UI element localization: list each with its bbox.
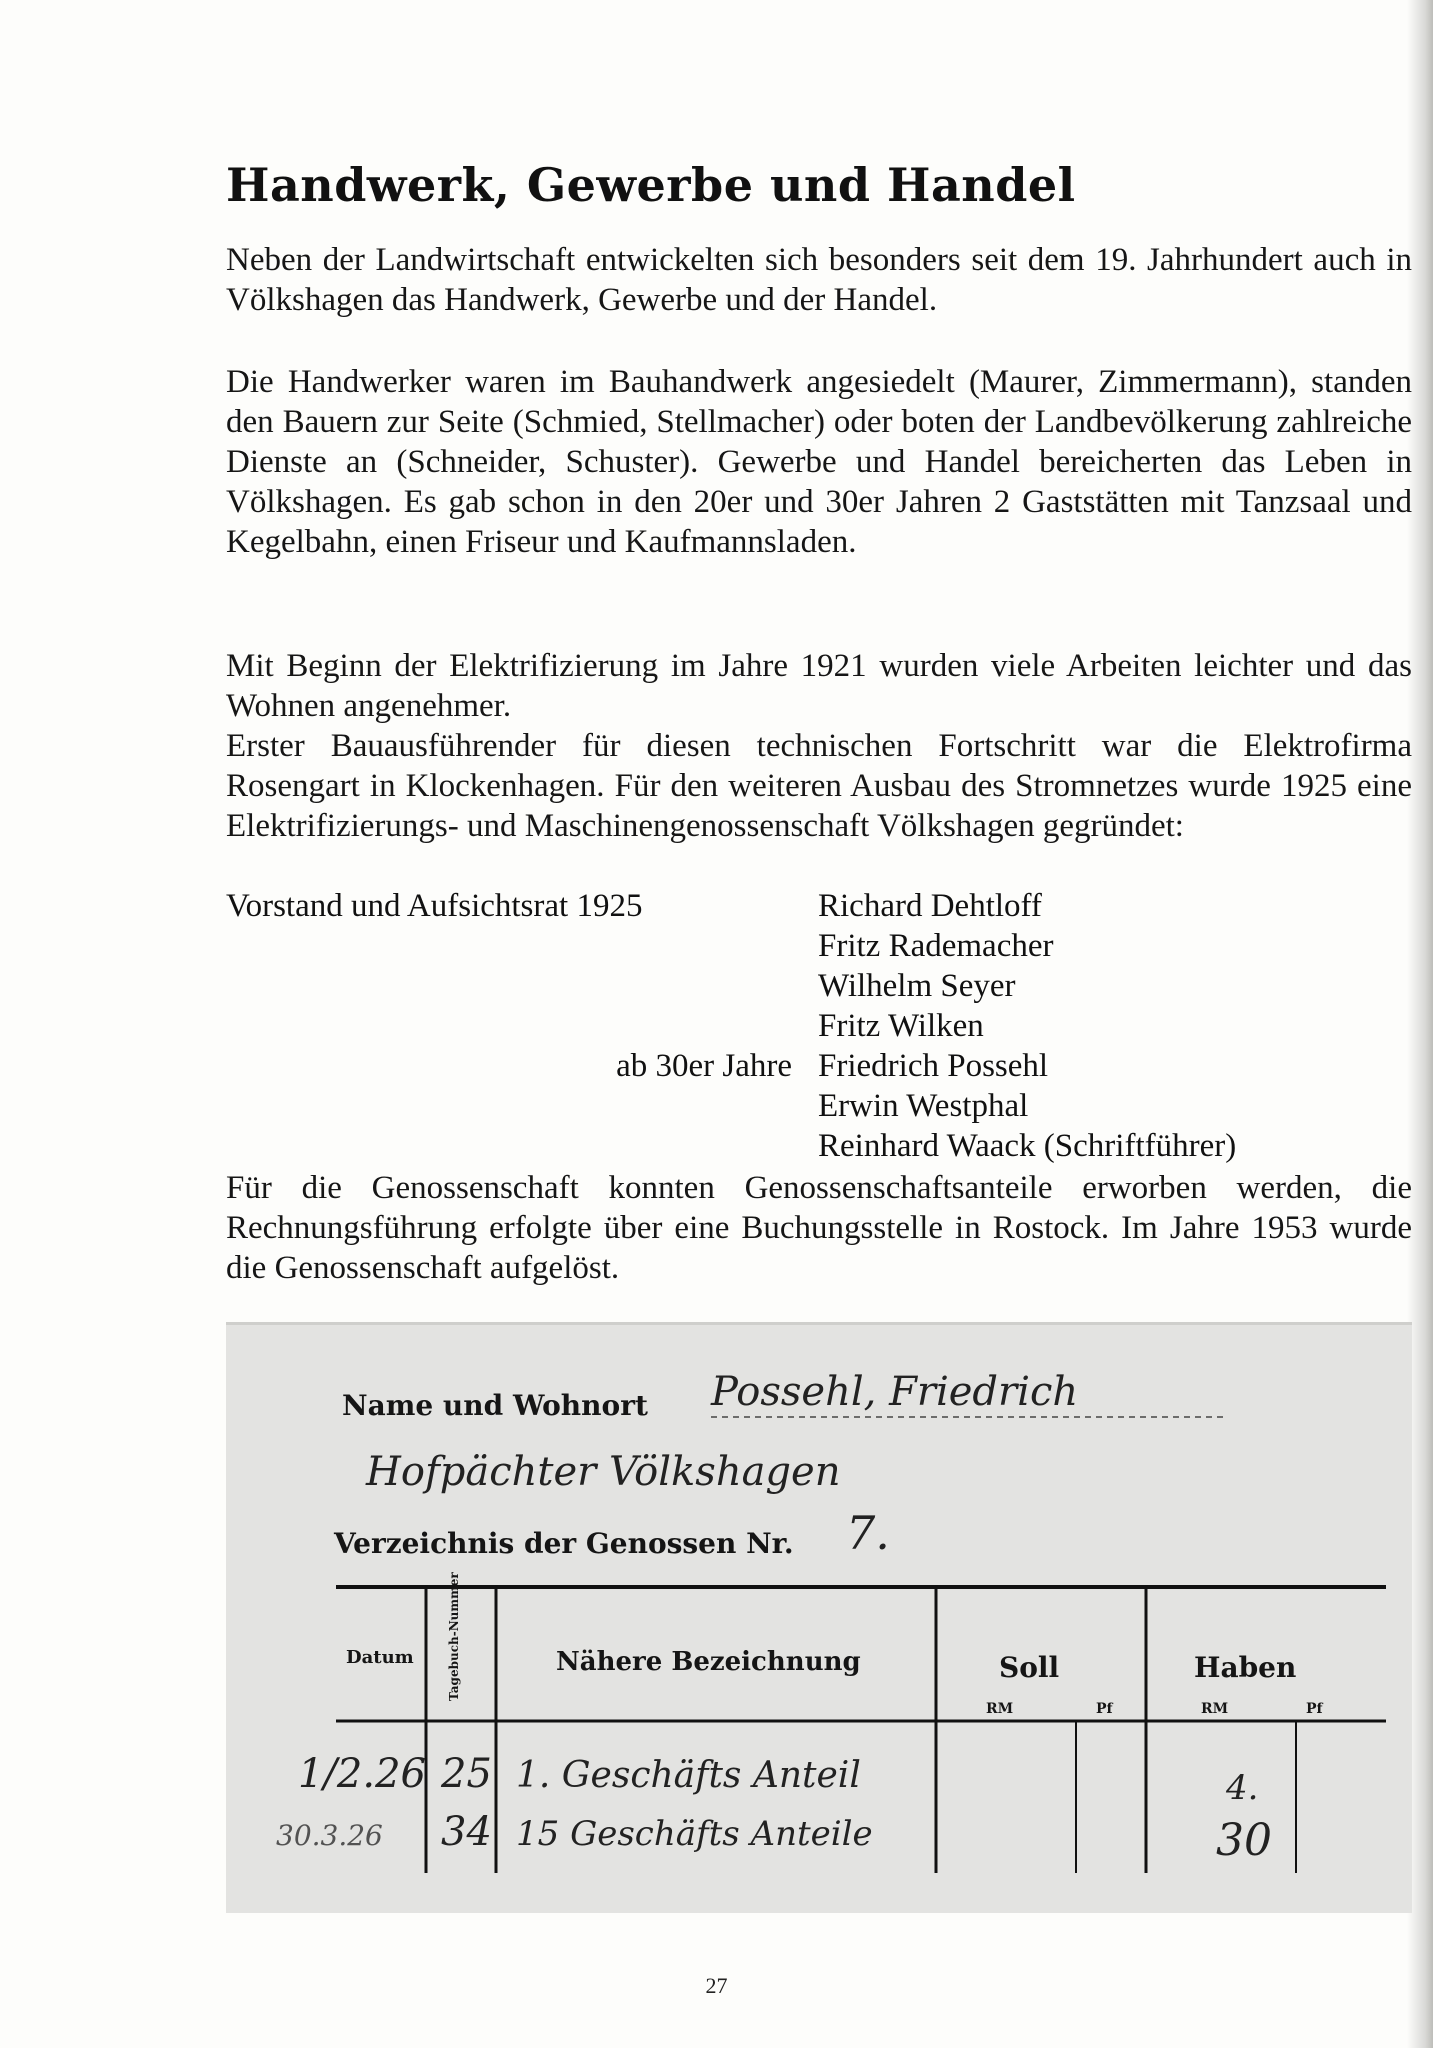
ledger-col-haben: Haben xyxy=(1194,1651,1297,1684)
ledger-scan-image xyxy=(226,1322,1412,1913)
board-member: Reinhard Waack (Schriftführer) xyxy=(818,1128,1237,1164)
ledger-row-haben: 30 xyxy=(1216,1815,1272,1866)
board-row xyxy=(226,886,1412,926)
ledger-col-haben-rm: RM xyxy=(1201,1701,1229,1717)
board-row xyxy=(226,1046,1412,1086)
ledger-row-bezeichnung: 15 Geschäfts Anteile xyxy=(516,1814,873,1854)
board-member: Erwin Westphal xyxy=(818,1088,1029,1124)
board-member: Fritz Wilken xyxy=(818,1008,984,1044)
ledger-col-tagebuch: Tagebuch-Nummer xyxy=(447,1572,461,1701)
ledger-row-nummer: 34 xyxy=(441,1809,492,1855)
page-number: 27 xyxy=(705,1973,728,1998)
ledger-col-soll-rm: RM xyxy=(986,1701,1014,1717)
paragraph-text: Erster Bauausführender für diesen technischen Fortschritt war die Elektrofirma Rosengart in Klockenhagen. Für den weiteren Ausbau des Stromnetzes wurde 1925 eine Elektrifizierungs- und Maschinengenossenschaft Völkshagen gegründet: xyxy=(226,728,1412,844)
board-member: Richard Dehtloff xyxy=(818,888,1042,924)
board-members-list xyxy=(226,886,1412,1166)
ledger-col-soll-pf: Pf xyxy=(1096,1701,1113,1717)
ledger-col-haben-pf: Pf xyxy=(1306,1701,1323,1717)
board-row xyxy=(226,966,1412,1006)
board-row xyxy=(226,1086,1412,1126)
paragraph-electrification xyxy=(226,646,1412,726)
board-label-1925: Vorstand und Aufsichtsrat 1925 xyxy=(226,888,643,924)
ledger-col-soll: Soll xyxy=(999,1651,1060,1684)
ledger-row-nummer: 25 xyxy=(441,1751,492,1797)
paragraph-text: Die Handwerker waren im Bauhandwerk angesiedelt (Maurer, Zimmermann), standen den Bauern zur Seite (Schmied, Stellmacher) oder boten der Landbevölkerung zahlreiche Dienste an (Schneider, Schuster). Gewerbe und Handel bereicherten das Leben in Völkshagen. Es gab schon in den 20er und 30er Jahren 2 Gaststätten mit Tanzsaal und Kegelbahn, einen Friseur und Kaufmannsladen. xyxy=(226,364,1412,560)
board-member: Friedrich Possehl xyxy=(818,1048,1049,1084)
board-label-30s: ab 30er Jahre xyxy=(616,1048,792,1084)
paragraph-text: Für die Genossenschaft konnten Genossenschaftsanteile erworben werden, die Rechnungsführung erfolgte über eine Buchungsstelle in Rostock. Im Jahre 1953 wurde die Genossenschaft aufgelöst. xyxy=(226,1170,1412,1286)
paragraph-intro xyxy=(226,240,1412,320)
ledger-scan-drawing xyxy=(226,1325,1412,1913)
ledger-row-bezeichnung: 1. Geschäfts Anteil xyxy=(516,1755,861,1796)
paragraph-text: Neben der Landwirtschaft entwickelten sich besonders seit dem 19. Jahrhundert auch in Völkshagen das Handwerk, Gewerbe und der Handel. xyxy=(226,242,1412,318)
ledger-row-datum: 1/2.26 xyxy=(298,1751,426,1797)
ledger-col-datum: Datum xyxy=(346,1647,414,1668)
paragraph-text: Mit Beginn der Elektrifizierung im Jahre 1921 wurden viele Arbeiten leichter und das Wohnen angenehmer. xyxy=(226,648,1412,724)
ledger-name-label: Name und Wohnort xyxy=(342,1389,648,1422)
paragraph-cooperative-shares xyxy=(226,1168,1412,1288)
ledger-row-datum: 30.3.26 xyxy=(276,1819,383,1852)
page-heading: Handwerk, Gewerbe und Handel xyxy=(226,158,1076,212)
ledger-register-label: Verzeichnis der Genossen Nr. xyxy=(334,1527,794,1560)
board-row xyxy=(226,1126,1412,1166)
paragraph-craftsmen xyxy=(226,362,1412,562)
ledger-col-bezeichnung: Nähere Bezeichnung xyxy=(556,1647,861,1677)
board-member: Wilhelm Seyer xyxy=(818,968,1016,1004)
board-row xyxy=(226,926,1412,966)
ledger-name-handwriting: Possehl, Friedrich xyxy=(711,1369,1079,1415)
ledger-register-number: 7. xyxy=(846,1506,890,1560)
ledger-row-haben: 4. xyxy=(1226,1768,1259,1808)
ledger-place-handwriting: Hofpächter Völkshagen xyxy=(366,1449,841,1495)
board-row xyxy=(226,1006,1412,1046)
board-member: Fritz Rademacher xyxy=(818,928,1054,964)
paragraph-cooperative-founding xyxy=(226,726,1412,846)
